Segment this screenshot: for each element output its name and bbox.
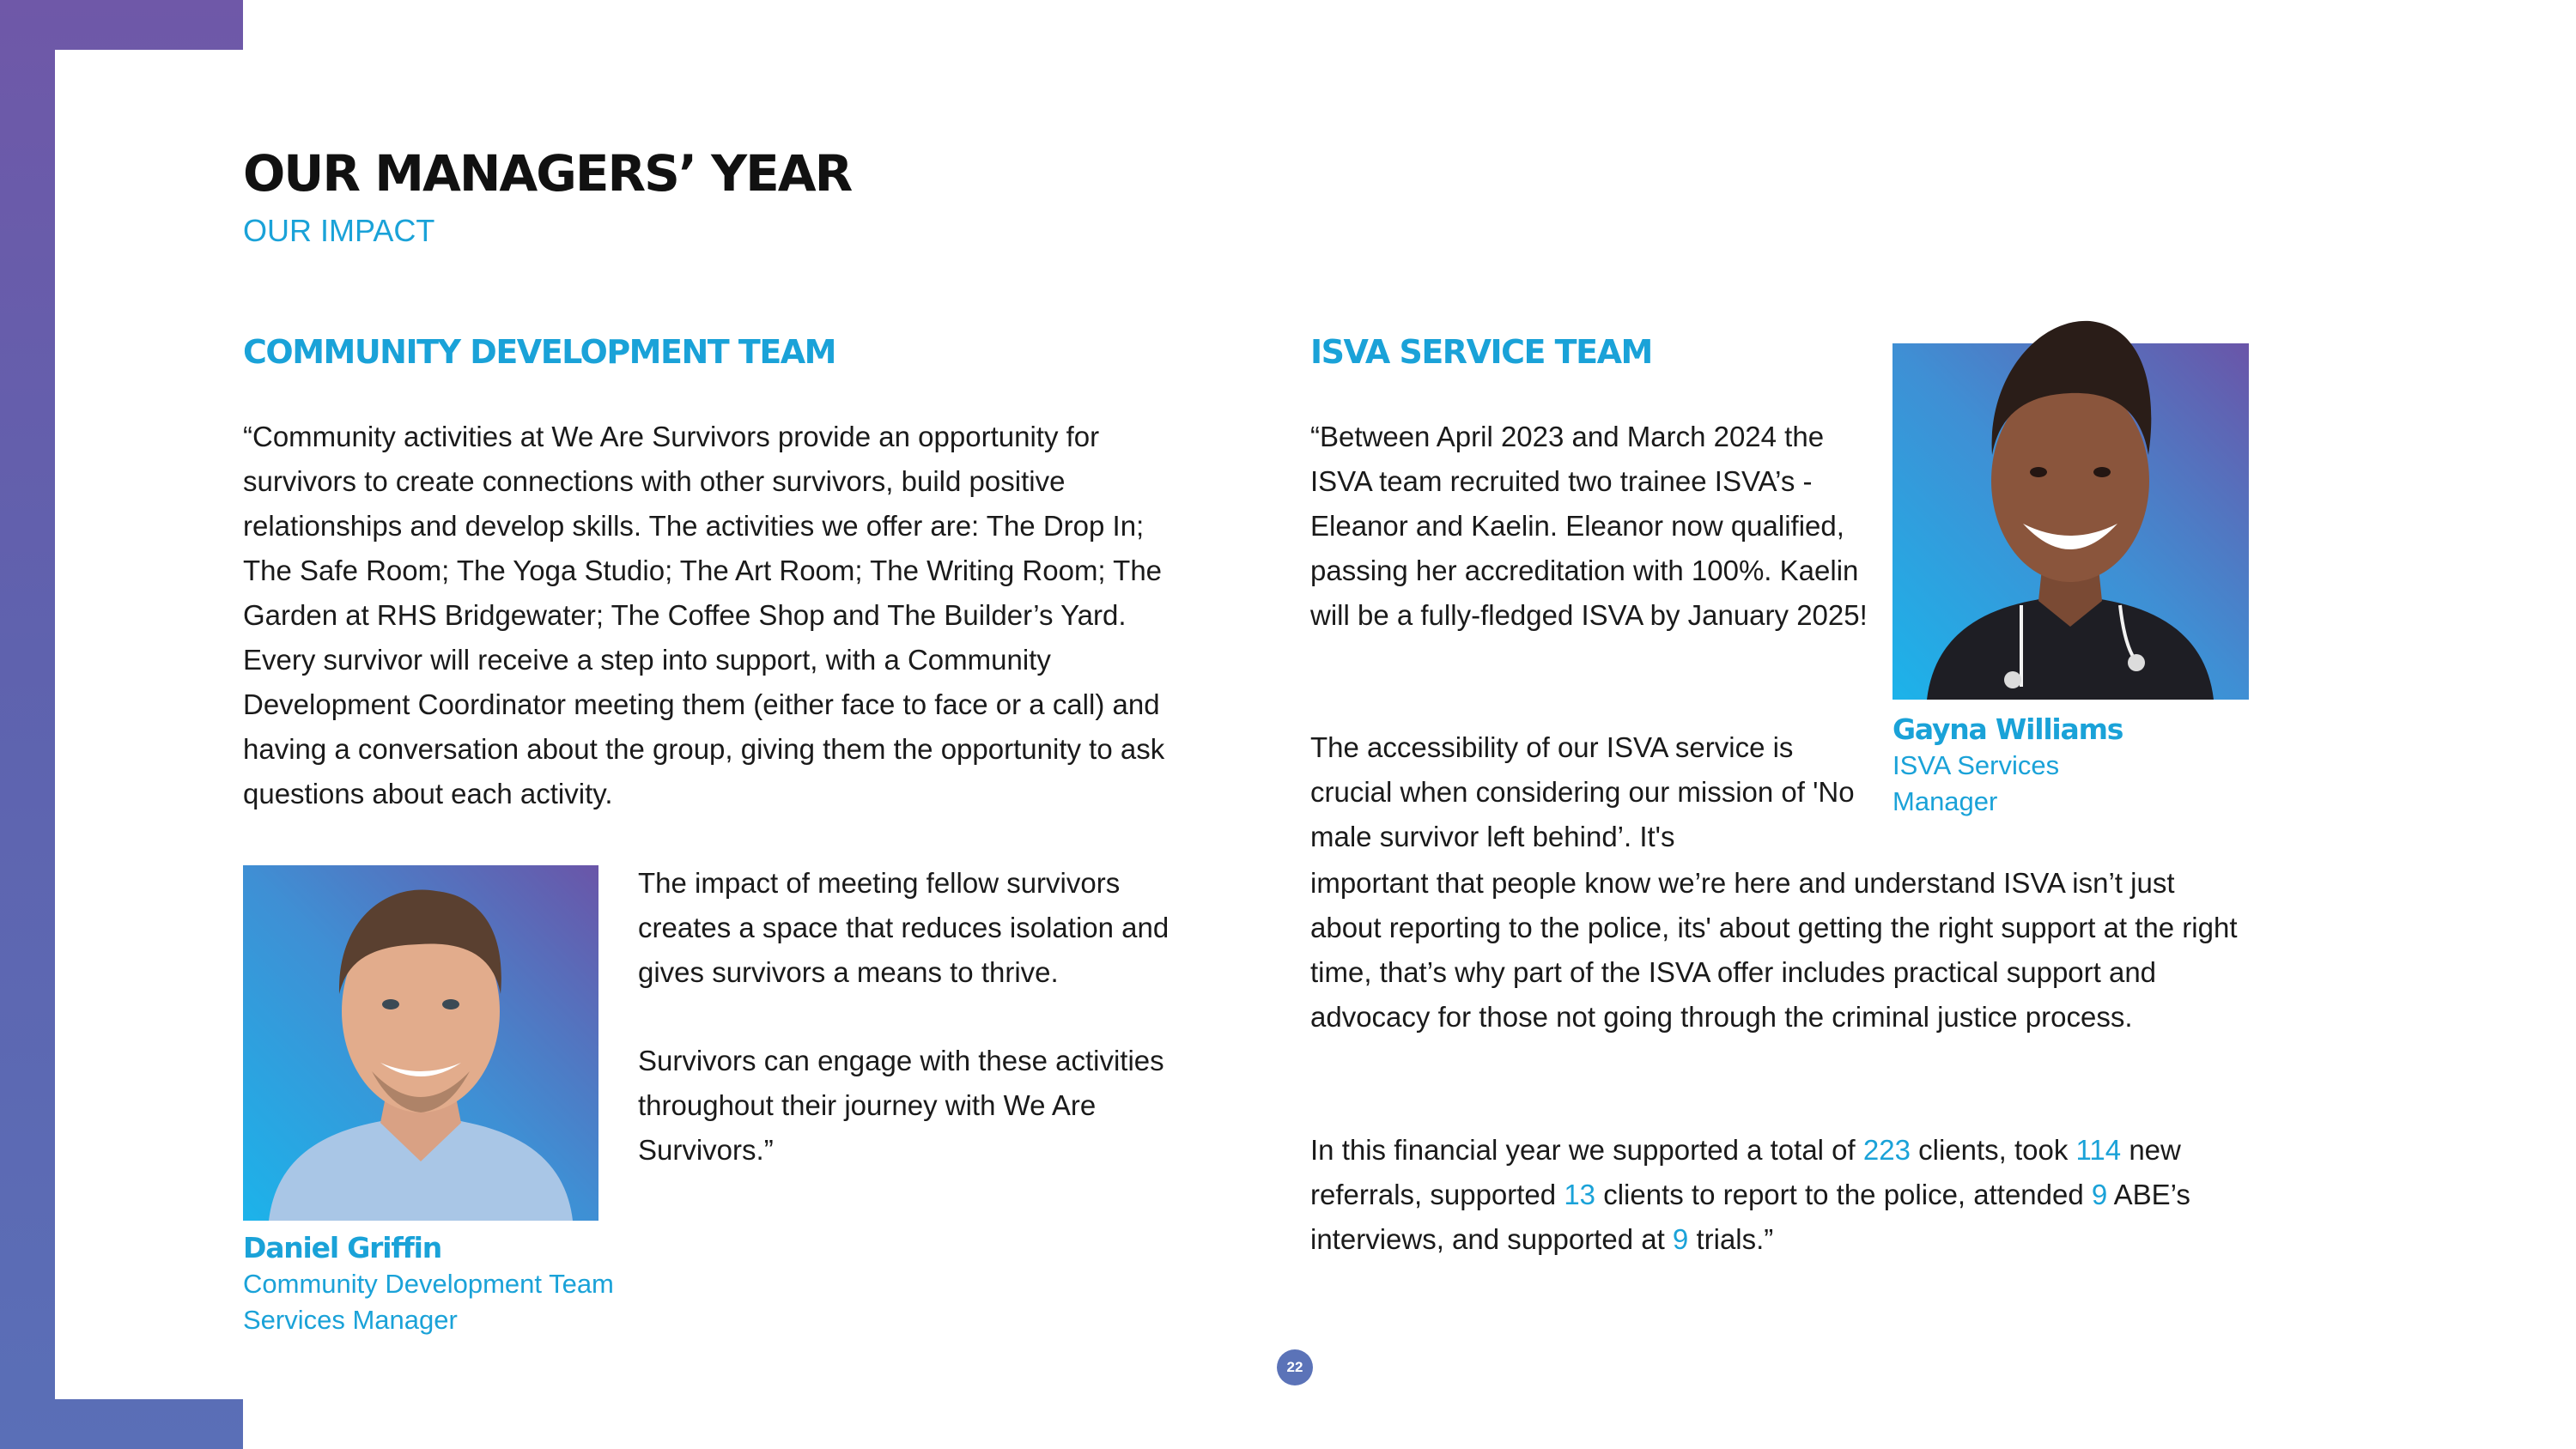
stats-text-1: In this financial year we supported a total of — [1310, 1134, 1863, 1166]
stat-police-reports: 13 — [1564, 1179, 1596, 1210]
community-heading: COMMUNITY DEVELOPMENT TEAM — [243, 333, 835, 371]
isva-stats-paragraph — [1310, 1128, 2238, 1262]
stat-trials: 9 — [1672, 1223, 1689, 1255]
person-portrait-icon — [1893, 343, 2249, 700]
community-paragraph-2: The impact of meeting fellow survivors creates a space that reduces isolation and gives survivors a means to thrive. — [638, 867, 1170, 988]
stat-clients: 223 — [1862, 1134, 1911, 1166]
page-subtitle: OUR IMPACT — [243, 213, 435, 248]
stats-text-5: ABE’s interviews, and supported at — [1310, 1179, 2190, 1255]
page-card-bottom — [243, 1399, 2576, 1449]
stats-text-4: clients to report to the police, attended — [1595, 1179, 2092, 1210]
isva-paragraph-2a: The accessibility of our ISVA service is crucial when considering our mission of 'No male survivor left behind’. It's — [1310, 731, 1855, 852]
isva-heading: ISVA SERVICE TEAM — [1310, 333, 1652, 371]
community-paragraph-3: Survivors can engage with these activities throughout their journey with We Are Survivors.” — [638, 1045, 1164, 1166]
stats-text-2: clients, took — [1910, 1134, 2076, 1166]
stats-text-6: trials.” — [1688, 1223, 1774, 1255]
stat-referrals: 114 — [2075, 1134, 2122, 1166]
page-title: OUR MANAGERS’ YEAR — [243, 144, 852, 203]
isva-paragraph-2b: important that people know we’re here and understand ISVA isn’t just about reporting to the police, its' about getting the right support at the right time, that’s why part of the ISVA offer includes practical support and advocacy for those not going through the criminal justice process. — [1310, 867, 2238, 1033]
daniel-griffin-role: Community Development Team Services Manager — [243, 1269, 614, 1335]
community-paragraph-1: “Community activities at We Are Survivors provide an opportunity for survivors to create connections with other survivors, build positive relationships and develop skills. The activities we offer are: The Drop In; The Safe Room; The Yoga Studio; The Art Room; The Writing Room; The Garden at RHS Bridgewater; The Coffee Shop and The Builder’s Yard. Every survivor will receive a step into support, with a Community Development Coordinator meeting them (either face to face or a call) and having a conversation about the group, giving them the opportunity to ask questions about each activity. — [243, 421, 1165, 809]
gayna-williams-photo — [1893, 343, 2249, 700]
daniel-griffin-photo — [243, 865, 598, 1221]
isva-paragraph-1: “Between April 2023 and March 2024 the ISVA team recruited two trainee ISVA’s - Eleanor and Kaelin. Eleanor now qualified, passing her accreditation with 100%. Kaelin will be a fully-fledged ISVA by January 2025! — [1310, 421, 1868, 631]
gayna-williams-name: Gayna Williams — [1893, 712, 2123, 746]
page-card-top — [243, 0, 2576, 50]
daniel-griffin-name: Daniel Griffin — [243, 1231, 442, 1264]
person-portrait-icon — [243, 865, 598, 1221]
stats-text-3: new referrals, supported — [1310, 1134, 2181, 1210]
stat-abe-interviews: 9 — [2091, 1179, 2108, 1210]
page-number-badge: 22 — [1277, 1349, 1313, 1385]
gayna-williams-role: ISVA Services Manager — [1893, 750, 2060, 816]
